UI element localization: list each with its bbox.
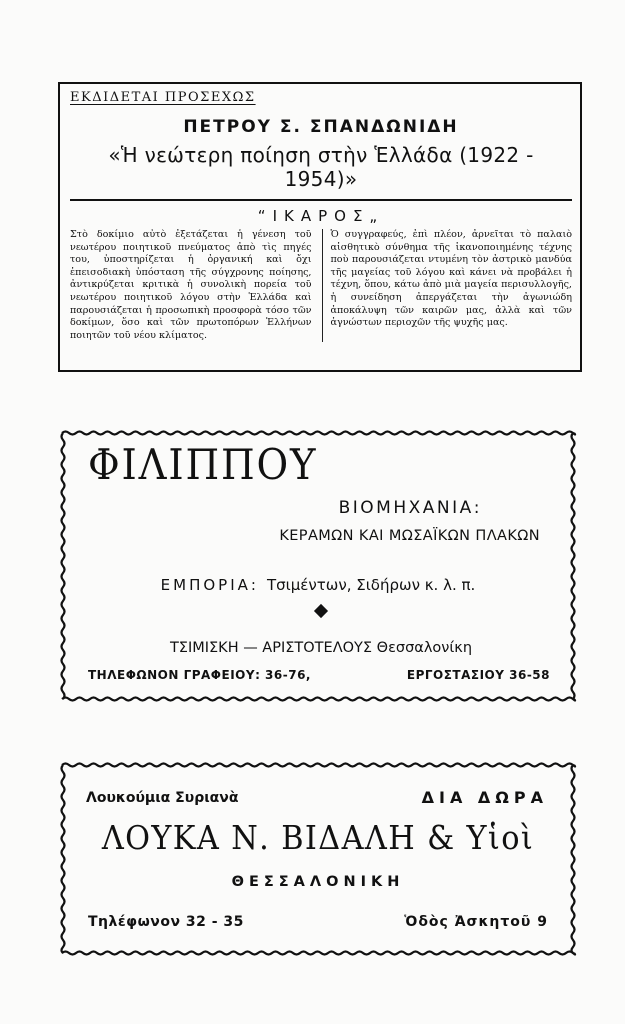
product-line: Λουκούμια Συριανὰ [86, 790, 239, 806]
gifts-heading: ΔΙΑ ΔΩΡΑ [421, 788, 548, 807]
philippou-ad [58, 428, 578, 704]
book-author: ΠΕΤΡΟΥ Σ. ΣΠΑΝΔΩΝΙΔΗ [183, 117, 459, 137]
description-left-column: Στὸ δοκίμιο αὐτὸ ἐξετάζεται ἡ γένεση τοῦ νεωτέρου ποιητικοῦ πνεύματος ἀπὸ τὶς πηγές του, ὑποστηρίζεται ἡ ὀργανική καὶ ὄχι ἐπεισοδιακὴ ὑπόσταση τῆς σύγχρονης ποίησης, ἀντικρύζεται κριτικὰ ἡ συνολικὴ πορεία τοῦ νεωτέρου ποιητικοῦ λόγου στὴν Ἑλλάδα καὶ παρουσιάζεται ἡ προσωπικὴ προσφορὰ τόσο τῶν δοκίμων, ὅσο καὶ τῶν πρωτοπόρων Ἑλλήνων ποιητῶν τοῦ νέου κλίματος. [70, 229, 312, 341]
shop-phone: Τηλέφωνον 32 - 35 [88, 914, 244, 930]
vidali-ad [58, 760, 578, 958]
company-address: ΤΣΙΜΙΣΚΗ — ΑΡΙΣΤΟΤΕΛΟΥΣ Θεσσαλονίκη [169, 640, 473, 656]
description-right-column: Ὁ συγγραφεύς, ἐπὶ πλέον, ἀρνεῖται τὸ παλαιὸ αἰσθητικὸ σύνθημα τῆς ἱκανοποιημένης τέχνης ποὺ παρουσιάζεται ντυμένη τὸν ἀστρικὸ μανδύα τῆς μαγείας τοῦ λόγου καὶ κάνει νὰ προβάλει ἡ τέχνη, ὅπου, κάτω ἀπὸ μιὰ μαγεία περισυλλογῆς, ἡ συνείδηση ἀπεργάζεται τὴν ἀγωνιώδη ἀποκάλυψη τῶν καιρῶν μας, ἀλλὰ καὶ τῶν ἀγνώστων περιοχῶν τῆς ψυχῆς μας. [322, 229, 573, 342]
announcement-kicker: ΕΚΔΙΔΕΤΑΙ ΠΡΟΣΕΧΩΣ [70, 90, 256, 105]
trade-items: Τσιμέντων, Σιδήρων κ. λ. π. [266, 576, 476, 594]
shop-name: ΛΟΥΚΑ Ν. ΒΙΔΑΛΗ & Υἱοὶ [101, 818, 535, 857]
book-title: «Ἡ νεώτερη ποίηση στὴν Ἑλλάδα (1922 - 1954)» [70, 143, 572, 201]
factory-phone: ΕΡΓΟΣΤΑΣΙΟΥ 36-58 [406, 668, 550, 682]
publisher-name: “ΙΚΑΡΟΣ„ [257, 207, 385, 225]
trade-label: ΕΜΠΟΡΙΑ: [160, 576, 259, 594]
trade-line [58, 576, 578, 594]
diamond-ornament [314, 604, 328, 618]
phone-line [88, 668, 550, 682]
office-phone: ΤΗΛΕΦΩΝΟΝ ΓΡΑΦΕΙΟΥ: 36-76, [88, 668, 311, 682]
shop-city: ΘΕΣΣΑΛΟΝΙΚΗ [231, 874, 405, 890]
shop-street: Ὁδὸς Ἀσκητοῦ 9 [404, 914, 548, 930]
book-description [70, 229, 572, 342]
industry-products: ΚΕΡΑΜΩΝ ΚΑΙ ΜΩΣΑΪΚΩΝ ΠΛΑΚΩΝ [279, 528, 540, 544]
company-name: ΦΙΛΙΠΠΟΥ [88, 440, 318, 489]
book-announcement-ad [58, 82, 582, 372]
industry-heading: ΒΙΟΜΗΧΑΝΙΑ: [338, 498, 482, 518]
